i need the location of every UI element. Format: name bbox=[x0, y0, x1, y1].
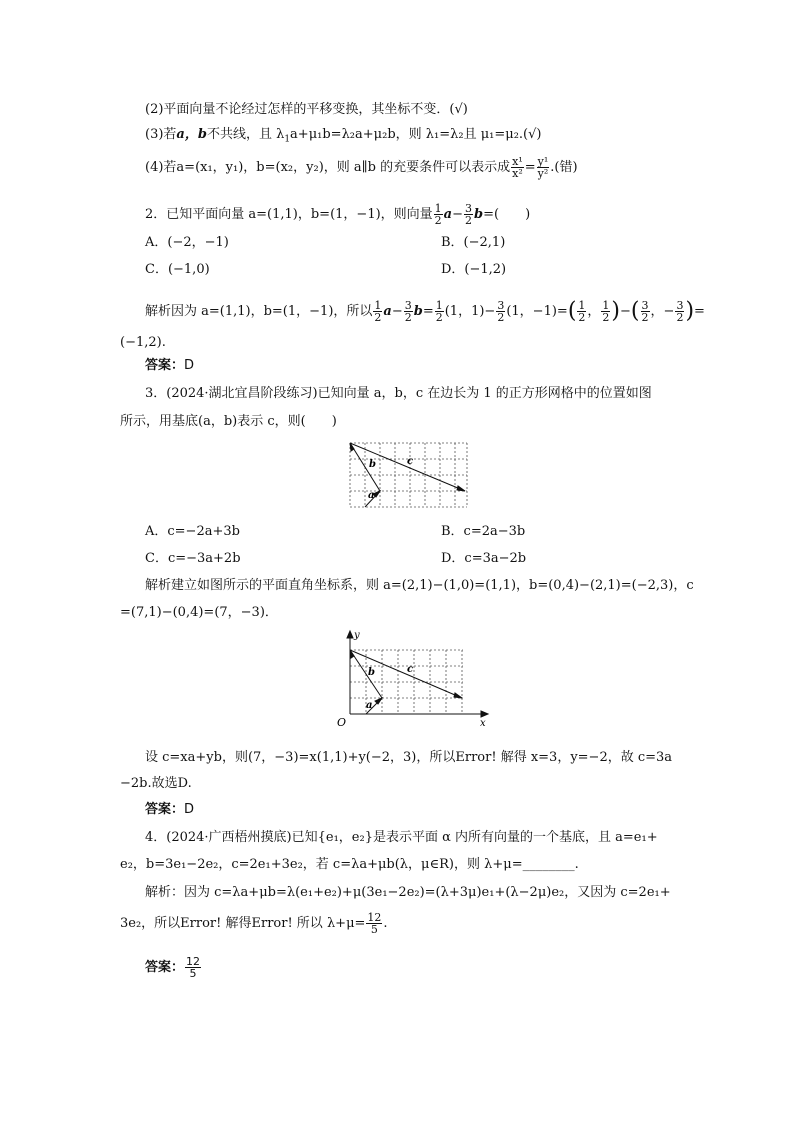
q2-solution-cont: (−1,2). bbox=[120, 335, 166, 350]
q2-solution-prefix: 解析因为 a=(1,1)，b=(1，−1)，所以 bbox=[145, 304, 373, 319]
item-3: (3)若a，b不共线，且 $\lambda_1a+\mu_1b=\lambda_2a+\mu_2b$，则 λ₁=λ₂且 μ₁=μ₂.(√) bbox=[145, 127, 542, 145]
q3-solution-line2: =(7,1)−(0,4)=(7，−3)． bbox=[120, 605, 278, 620]
item-4-prefix: (4)若 bbox=[145, 160, 177, 175]
q4-solution-fraction: $\frac{12}{5}$ bbox=[367, 911, 382, 936]
label-b: b bbox=[369, 459, 376, 470]
label-c: c bbox=[407, 456, 414, 467]
q3-stem-line2: 所示，用基底(a，b)表示 c，则( ) bbox=[120, 414, 337, 429]
q2-answer-label: 答案： bbox=[145, 358, 185, 373]
q2-stem-tail: =( ) bbox=[483, 207, 531, 222]
label-c: c bbox=[407, 664, 414, 675]
vector-c bbox=[350, 443, 465, 491]
q2-stem bbox=[145, 203, 530, 226]
q4-answer bbox=[145, 956, 202, 979]
item-3-vectors: a，b bbox=[176, 127, 207, 142]
q3-option-d: D．c=3a−2b bbox=[441, 551, 527, 566]
q2-answer-value: D bbox=[184, 358, 195, 373]
item-3-prefix: (3)若 bbox=[145, 127, 177, 142]
q4-stem-line2: e₂，b=3e₁−2e₂，c=2e₁+3e₂，若 c=λa+μb(λ，μ∈R)，则 λ+μ=________. bbox=[120, 857, 579, 872]
q2-frac-three-halves: $\frac{3}{2}$ bbox=[465, 202, 473, 227]
q2-option-b: B．(−2,1) bbox=[441, 235, 506, 250]
label-a: a bbox=[366, 700, 373, 711]
q3-answer bbox=[145, 801, 194, 819]
item-3-rest: a+μ₁b=λ₂a+μ₂b，则 λ₁=λ₂且 μ₁=μ₂.(√) bbox=[290, 127, 542, 142]
label-b: b bbox=[368, 667, 375, 678]
q2-solution-mid2: (1，−1)= bbox=[506, 304, 568, 319]
item-2-text: (2)平面向量不论经过怎样的平移变换，其坐标不变．(√) bbox=[145, 102, 468, 117]
label-origin: O bbox=[337, 716, 347, 729]
q2-answer bbox=[145, 357, 194, 375]
q4-solution-line2: 3e₂，所以Error! 解得Error! 所以 λ+μ= $\frac{12}{5}$ . bbox=[120, 911, 388, 936]
q2-frac-half: $\frac{1}{2}$ bbox=[434, 202, 442, 227]
q3-solution-line3: 设 c=xa+yb，则(7，−3)=x(1,1)+y(−2，3)，所以Error! 解得 x=3，y=−2，故 c=3a bbox=[145, 750, 673, 765]
q2-option-c: C．(−1,0) bbox=[145, 262, 210, 277]
q4-solution-line1: 解析：因为 c=λa+μb=λ(e₁+e₂)+μ(3e₁−2e₂)=(λ+3μ)e₁+(λ−2μ)e₂，又因为 c=2e₁+ bbox=[145, 885, 671, 900]
q3-stem-line1: 3．(2024·湖北宜昌阶段练习)已知向量 a，b，c 在边长为 1 的正方形网格中的位置如图 bbox=[145, 386, 652, 401]
vector-c bbox=[350, 650, 462, 698]
label-x: x bbox=[480, 718, 486, 729]
q4-answer-label: 答案： bbox=[145, 960, 185, 975]
q2-b: b bbox=[474, 207, 484, 222]
q2-a: a bbox=[443, 207, 453, 222]
item-4-frac-x: $\frac{\text{x¹}}{\text{x²}}$ bbox=[512, 155, 523, 180]
q3-solution-line4: −2b.故选D. bbox=[120, 776, 192, 791]
q3-coordinate-figure bbox=[330, 628, 495, 733]
q3-answer-label: 答案： bbox=[145, 802, 185, 817]
q3-option-c: C．c=−3a+2b bbox=[145, 551, 241, 566]
item-3-mid: 不共线，且 λ bbox=[206, 127, 285, 142]
q2-option-d: D．(−1,2) bbox=[441, 262, 507, 277]
q4-stem-line1: 4．(2024·广西梧州摸底)已知{e₁，e₂}是表示平面 α 内所有向量的一个基底，且 a=e₁+ bbox=[145, 830, 658, 845]
label-y: y bbox=[354, 630, 360, 641]
q3-grid-figure bbox=[345, 440, 471, 510]
item-4-body: a=(x₁，y₁)，b=(x₂，y₂)，则 a∥b 的充要条件可以表示成 bbox=[176, 160, 511, 175]
item-4-end: .(错) bbox=[550, 160, 578, 175]
label-a: a bbox=[368, 490, 375, 501]
q4-answer-fraction: $\frac{12}{5}$ bbox=[186, 955, 201, 980]
item-2 bbox=[145, 101, 468, 119]
q2-solution-mid: (1，1)− bbox=[444, 304, 496, 319]
item-4: (4)若a=(x₁，y₁)，b=(x₂，y₂)，则 a∥b 的充要条件可以表示成 $\frac{\text{x¹}}{\text{x²}}$ = $\frac{\text{y¹}}{\text{y²}}$ .(错) bbox=[145, 155, 578, 180]
q3-solution-line1: 解析建立如图所示的平面直角坐标系，则 a=(2,1)−(1,0)=(1,1)，b=(0,4)−(2,1)=(−2,3)，c bbox=[145, 578, 694, 593]
q3-option-b: B．c=2a−3b bbox=[441, 524, 526, 539]
q2-stem-text: 2．已知平面向量 a=(1,1)，b=(1，−1)，则向量 bbox=[145, 207, 433, 222]
q2-minus: − bbox=[452, 207, 464, 222]
q3-option-a: A．c=−2a+3b bbox=[145, 524, 240, 539]
q4-solution-text: 3e₂，所以Error! 解得Error! 所以 λ+μ= bbox=[120, 916, 366, 931]
q2-option-a: A．(−2，−1) bbox=[145, 235, 229, 250]
item-4-frac-y: $\frac{\text{y¹}}{\text{y²}}$ bbox=[537, 155, 549, 180]
q3-answer-value: D bbox=[184, 802, 195, 817]
q2-solution: 解析因为 a=(1,1)，b=(1，−1)，所以 $\frac{1}{2}$ a− $\frac{3}{2}$ b= $\frac{1}{2}$ (1，1)− $\frac{3}{2}$ (1，−1)=( $\frac{1}{2}$ ， $\frac{1}{2}$ )−( $\frac{3}{2}$ ，− $\frac{3}{2}$ )= bbox=[145, 298, 705, 324]
